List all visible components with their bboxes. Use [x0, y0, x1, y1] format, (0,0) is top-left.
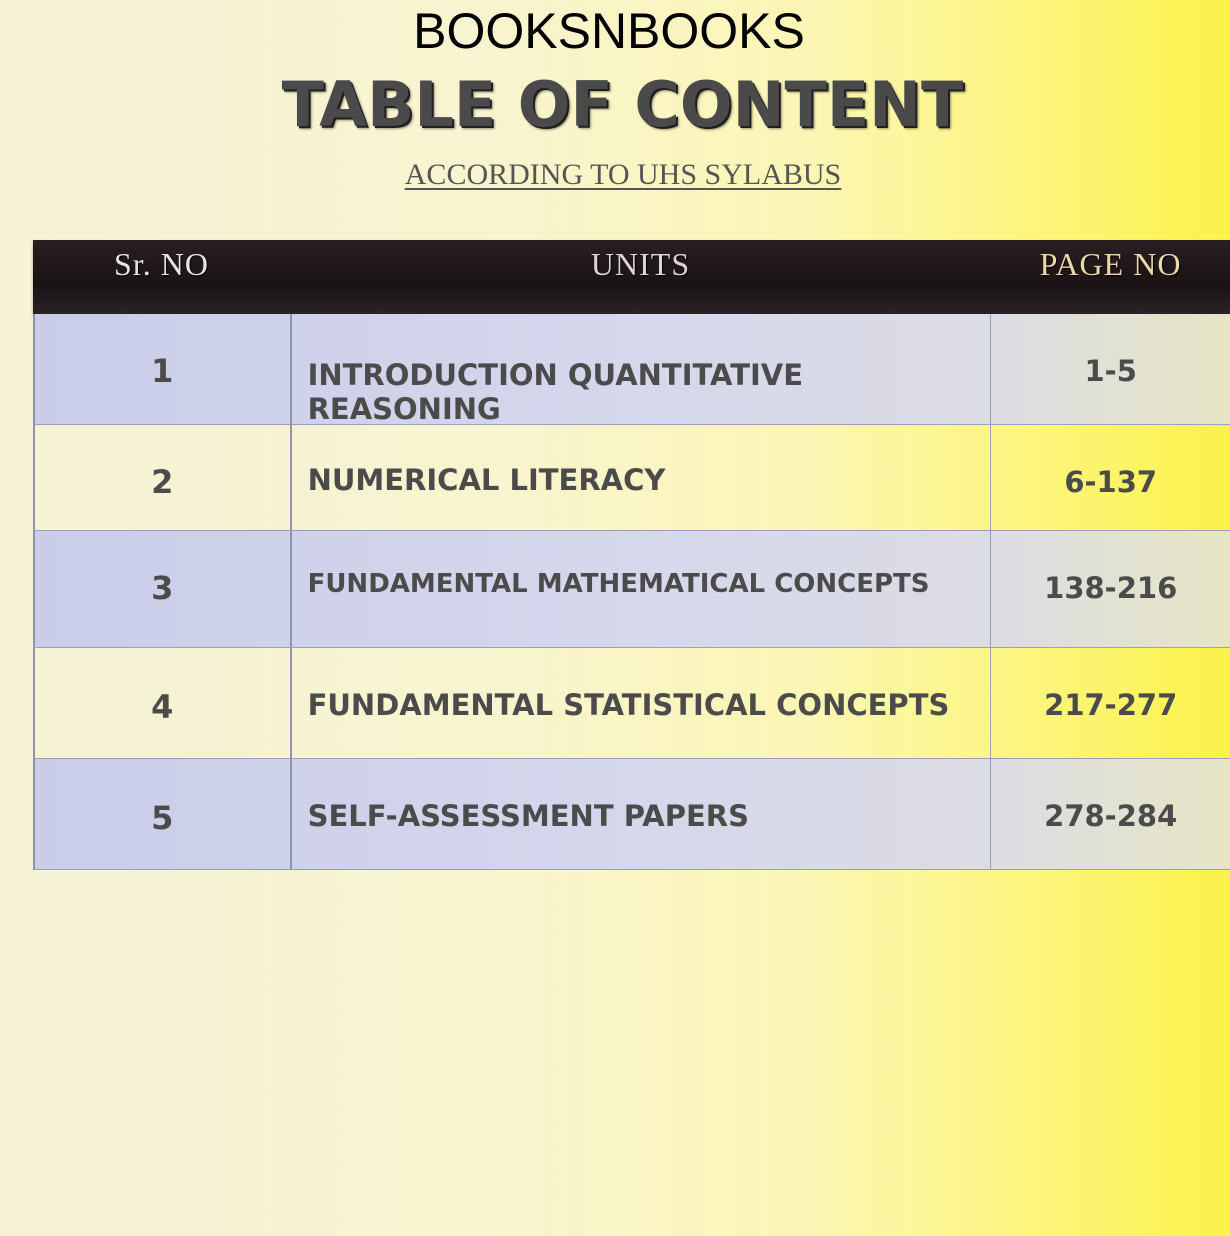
unit-title: INTRODUCTION QUANTITATIVE REASONING [292, 314, 992, 424]
unit-title: FUNDAMENTAL MATHEMATICAL CONCEPTS [292, 531, 992, 647]
page-range: 217-277 [1044, 688, 1178, 722]
brand-name: BOOKSNBOOKS [413, 3, 805, 59]
header-page-no: PAGE NO [1039, 246, 1182, 282]
table-row [33, 425, 1230, 531]
sr-number: 2 [35, 425, 292, 530]
page-range: 138-216 [1044, 571, 1178, 605]
table-of-contents [33, 240, 1230, 870]
table-header [33, 240, 1230, 314]
unit-title: SELF-ASSESSMENT PAPERS [292, 759, 992, 869]
table-row [33, 648, 1230, 759]
sr-number: 5 [35, 759, 292, 869]
sr-number: 1 [35, 314, 292, 424]
sr-number: 3 [35, 531, 292, 647]
sr-number: 4 [35, 648, 292, 758]
unit-title: NUMERICAL LITERACY [292, 425, 992, 530]
page-range: 6-137 [1064, 465, 1158, 499]
table-row [33, 759, 1230, 870]
unit-title: FUNDAMENTAL STATISTICAL CONCEPTS [292, 648, 992, 758]
table-row [33, 531, 1230, 648]
page-title: TABLE OF CONTENT [281, 68, 964, 141]
table-row [33, 314, 1230, 425]
page-subtitle: ACCORDING TO UHS SYLABUS [404, 158, 842, 191]
page-range: 278-284 [1044, 799, 1178, 833]
header-sr-no: Sr. NO [114, 246, 209, 282]
page-range: 1-5 [1084, 354, 1137, 388]
header-units: UNITS [590, 246, 691, 282]
